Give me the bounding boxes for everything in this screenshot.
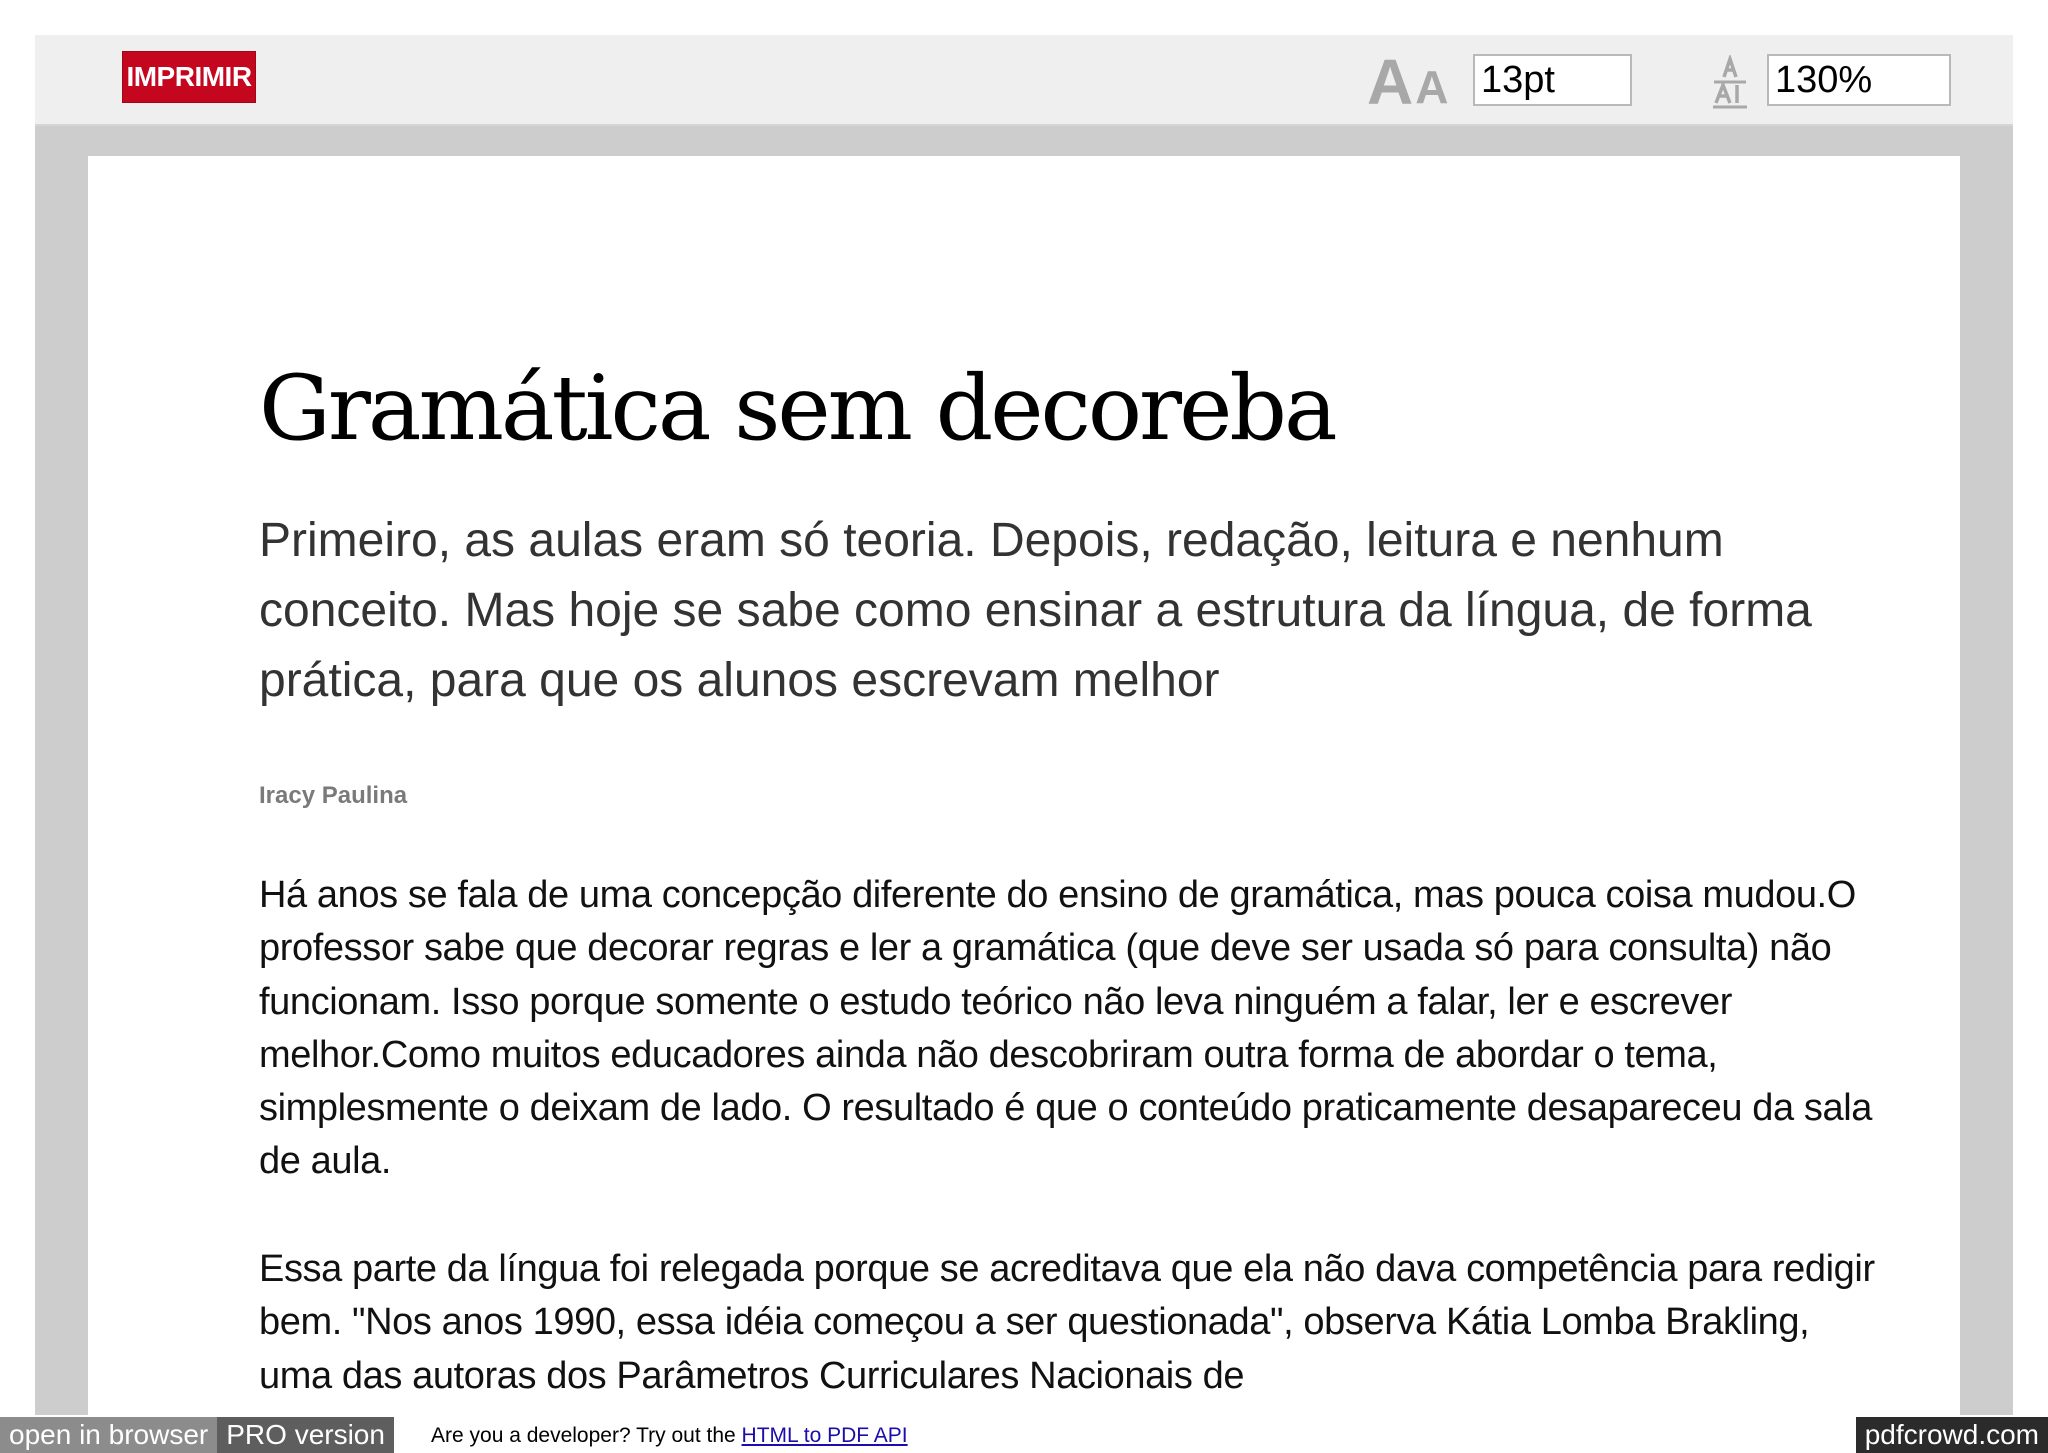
pro-version-button[interactable]: PRO version xyxy=(217,1417,394,1453)
font-size-icon-large-letter: A xyxy=(1367,46,1414,118)
print-button[interactable]: IMPRIMIR xyxy=(122,51,256,103)
print-toolbar xyxy=(35,35,2013,126)
article-subtitle: Primeiro, as aulas eram só teoria. Depois, redação, leitura e nenhum conceito. Mas hoje se sabe como ensinar a estrutura da língua, de forma prática, para que os alunos escrevam melhor xyxy=(259,514,1812,707)
developer-promo xyxy=(431,1422,908,1450)
line-height-icon xyxy=(1710,55,1750,109)
font-size-icon xyxy=(1367,46,1463,118)
article-paragraph: Essa parte da língua foi relegada porque se acreditava que ela não dava competência para redigir bem. "Nos anos 1990, essa idéia começou a ser questionada", observa Kátia Lomba Brakling, uma das autoras dos Parâmetros Curriculares Nacionais de xyxy=(259,1248,1875,1397)
developer-promo-text: Are you a developer? Try out the xyxy=(431,1424,736,1447)
pdfcrowd-brand[interactable]: pdfcrowd.com xyxy=(1856,1417,2048,1453)
pdfcrowd-footer-actions xyxy=(0,1417,394,1453)
html-to-pdf-api-link[interactable]: HTML to PDF API xyxy=(741,1424,908,1447)
article-paragraph: Há anos se fala de uma concepção diferente do ensino de gramática, mas pouca coisa mudou.O professor sabe que decorar regras e ler a gramática (que deve ser usada só para consulta) não funcionam. Isso porque somente o estudo teórico não leva ninguém a falar, ler e escrever melhor.Como muitos educadores ainda não descobriram outra forma de abordar o tema, simplesmente o deixam de lado. O resultado é que o conteúdo praticamente desapareceu da sala de aula. xyxy=(259,874,1873,1183)
font-size-input[interactable] xyxy=(1473,54,1632,106)
article-author: Iracy Paulina xyxy=(259,782,408,809)
article-page xyxy=(88,156,1960,1453)
article-title: Gramática sem decoreba xyxy=(259,356,1335,461)
font-size-icon-small-letter: A xyxy=(1415,61,1449,113)
open-in-browser-button[interactable]: open in browser xyxy=(0,1417,217,1453)
line-height-input[interactable] xyxy=(1767,54,1951,106)
